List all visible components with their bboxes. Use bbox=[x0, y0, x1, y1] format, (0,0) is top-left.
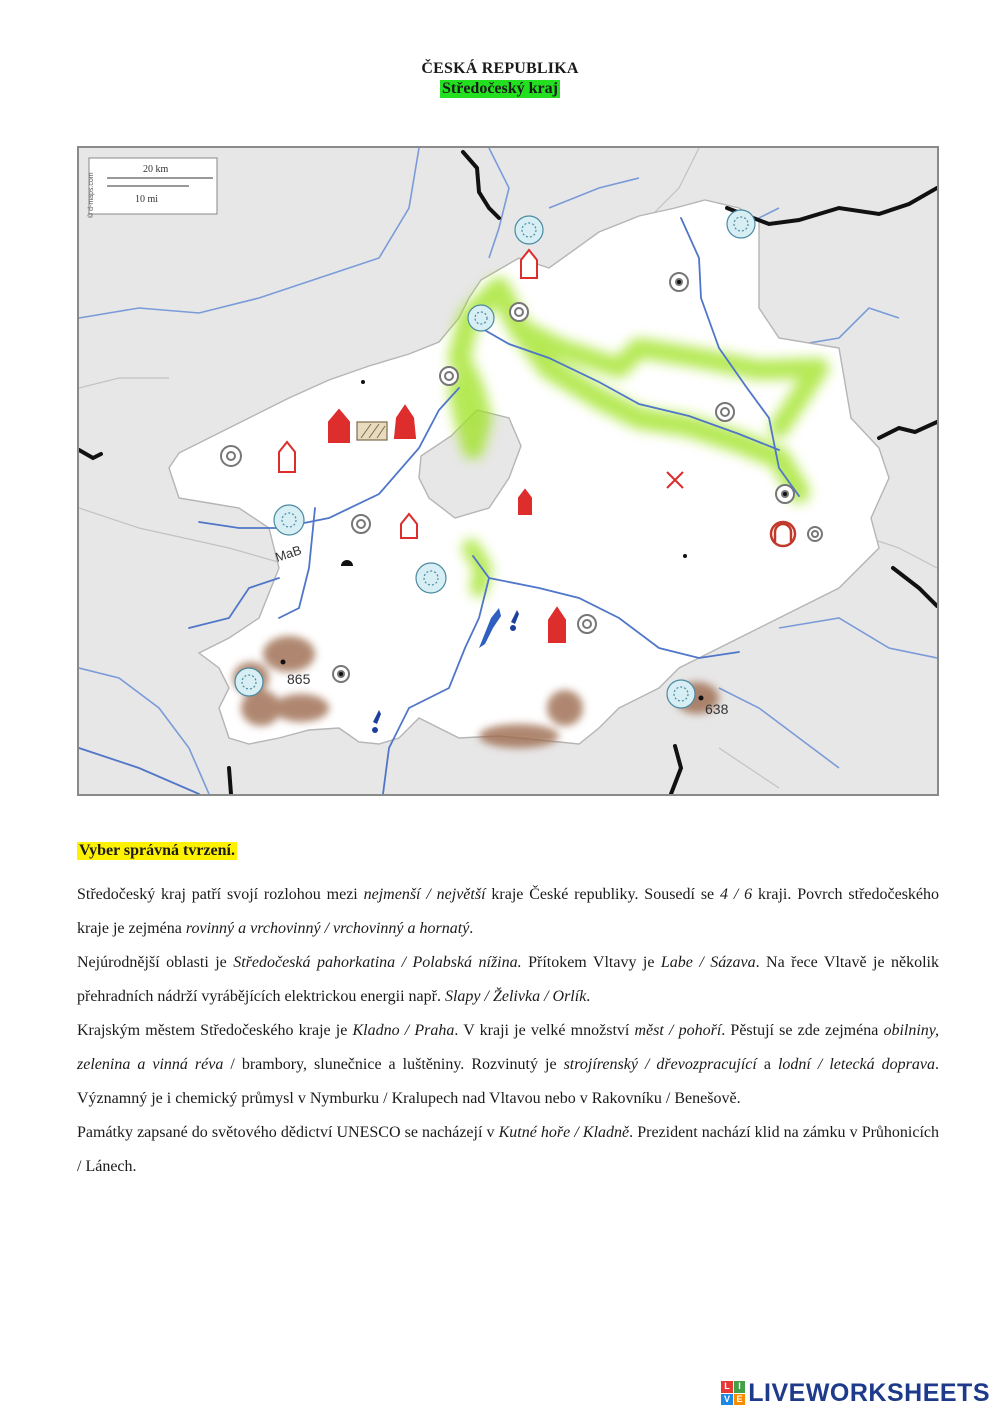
liveworksheets-watermark bbox=[721, 1378, 990, 1408]
flower-icon bbox=[468, 305, 494, 331]
choice-neighbours[interactable]: 4 / 6 bbox=[720, 886, 753, 903]
paragraph-4: Památky zapsané do světového dědictví UNESCO se nacházejí v Kutné hoře / Kladně. Prezident nachází klid na zámku v Průhonicích / Lánech. bbox=[77, 1124, 940, 1175]
scale-bar bbox=[87, 158, 217, 218]
task-heading: Vyber správná tvrzení. bbox=[79, 842, 235, 859]
paragraph-3: Krajským městem Středočeského kraje je Kladno / Praha. V kraji je velké množství měst / pohoří. Pěstují se zde zejména obilniny, zelenina a vinná réva / brambory, slunečnice a luštěniny. Rozvinutý je strojírenský / dřevozpracující a lodní / letecká doprava. Významný je i chemický průmysl v Nymburku / Kralupech nad Vltavou nebo v Rakovníku / Benešově. bbox=[77, 1022, 940, 1107]
liveworksheets-wordmark: LIVEWORKSHEETS bbox=[748, 1378, 990, 1407]
town-icon bbox=[776, 485, 794, 503]
choice-many[interactable]: měst / pohoří bbox=[634, 1022, 722, 1039]
castle-icon bbox=[521, 250, 537, 278]
exercise-text bbox=[77, 878, 939, 1184]
choice-capital[interactable]: Kladno / Praha bbox=[352, 1022, 455, 1039]
town-icon bbox=[670, 273, 688, 291]
town-icon bbox=[221, 446, 241, 466]
map-canvas bbox=[79, 148, 937, 794]
river-south bbox=[79, 748, 199, 794]
choice-unesco[interactable]: Kutné hoře / Kladně bbox=[498, 1124, 630, 1141]
town-icon bbox=[440, 367, 458, 385]
choice-surface[interactable]: rovinný a vrchovinný / vrchovinný a hornatý bbox=[185, 920, 470, 937]
region-map bbox=[77, 146, 939, 796]
flower-icon bbox=[667, 680, 695, 708]
peak-label-west: 865 bbox=[287, 671, 311, 687]
choice-dam[interactable]: Slapy / Želivka / Orlík bbox=[444, 988, 587, 1005]
choice-industry[interactable]: strojírenský / dřevozpracující bbox=[563, 1056, 757, 1073]
paragraph-2: Nejúrodnější oblasti je Středočeská pahorkatina / Polabská nížina. Přítokem Vltavy je Labe / Sázava. Na řece Vltavě je několik přehradních nádrží vyrábějících elektrickou energii např. Slapy / Želivka / Orlík. bbox=[77, 954, 940, 1005]
liveworksheets-logo-icon: L I V E bbox=[721, 1381, 745, 1405]
flower-icon bbox=[274, 505, 304, 535]
page-subtitle: Středočeský kraj bbox=[442, 80, 558, 97]
scale-km-label: 20 km bbox=[143, 164, 169, 175]
town-icon bbox=[716, 403, 734, 421]
flower-icon bbox=[235, 668, 263, 696]
choice-tributary[interactable]: Labe / Sázava bbox=[660, 954, 756, 971]
peak-label-east: 638 bbox=[705, 701, 729, 717]
choice-fertile[interactable]: Středočeská pahorkatina / Polabská nížina. bbox=[233, 954, 522, 971]
flower-icon bbox=[727, 210, 755, 238]
map-credit: © d-maps.com bbox=[88, 172, 95, 218]
choice-transport[interactable]: lodní / letecká doprava bbox=[777, 1056, 935, 1073]
scale-mi-label: 10 mi bbox=[135, 194, 159, 205]
choice-crops[interactable]: obilniny, zelenina a vinná réva bbox=[77, 1022, 940, 1073]
town-icon bbox=[808, 527, 822, 541]
choice-size[interactable]: nejmenší / největší bbox=[363, 886, 486, 903]
town-icon bbox=[510, 303, 528, 321]
page-title: ČESKÁ REPUBLIKA bbox=[421, 60, 579, 77]
flower-icon bbox=[515, 216, 543, 244]
paragraph-1: Středočeský kraj patří svojí rozlohou mezi nejmenší / největší kraje České republiky. Sousedí se 4 / 6 kraji. Povrch středočeského kraje je zejména rovinný a vrchovinný / vrchovinný a hornatý. bbox=[77, 886, 940, 937]
flower-icon bbox=[416, 563, 446, 593]
mab-label: MaB bbox=[273, 542, 304, 565]
town-icon bbox=[352, 515, 370, 533]
page-heading bbox=[0, 60, 1000, 98]
town-icon bbox=[578, 615, 596, 633]
town-icon bbox=[333, 666, 349, 682]
